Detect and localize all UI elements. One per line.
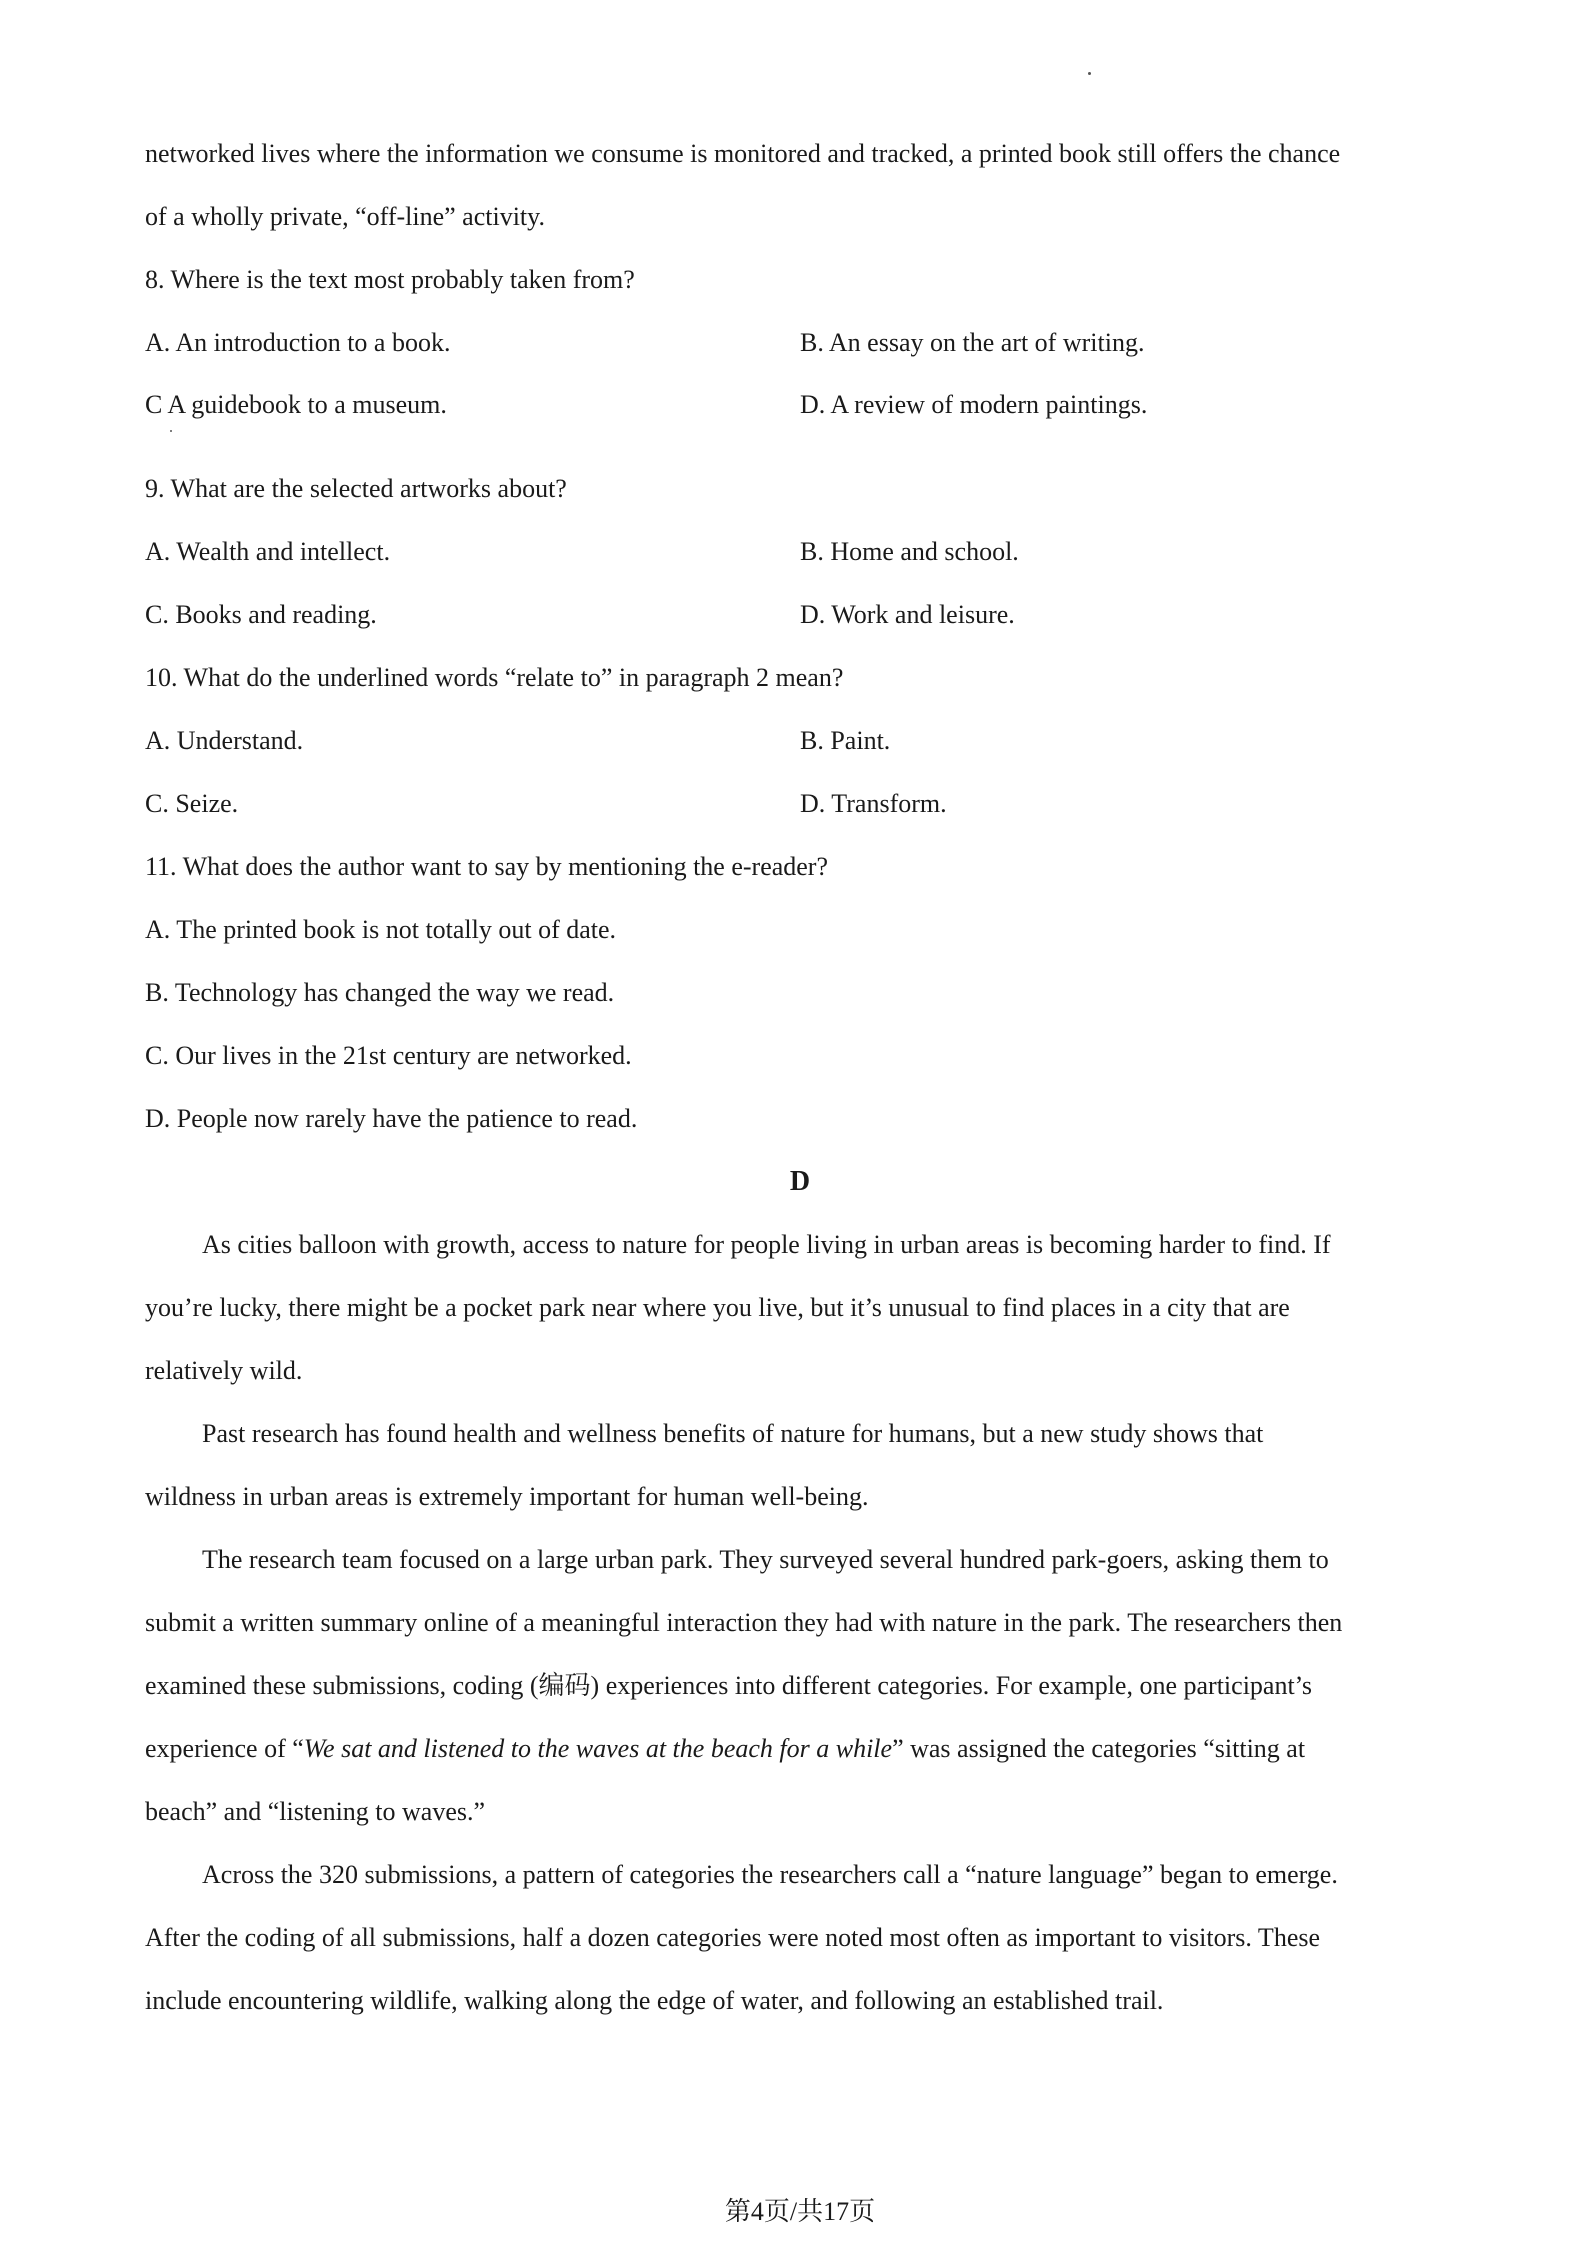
question-11-option-d: D. People now rarely have the patience to read. xyxy=(145,1104,638,1133)
passage-line: networked lives where the information we consume is monitored and tracked, a printed book still offers the chance xyxy=(145,139,1341,168)
question-8-option-b: B. An essay on the art of writing. xyxy=(800,328,1145,357)
section-heading: D xyxy=(789,1166,811,1197)
question-8-option-d: D. A review of modern paintings. xyxy=(800,390,1148,419)
question-9-option-b: B. Home and school. xyxy=(800,537,1019,566)
question-10-option-a: A. Understand. xyxy=(145,726,304,755)
question-9-stem: 9. What are the selected artworks about? xyxy=(145,474,567,503)
paragraph-line: include encountering wildlife, walking along the edge of water, and following an established trail. xyxy=(145,1986,1164,2015)
scan-speck xyxy=(1088,72,1091,75)
paragraph-line: Past research has found health and wellness benefits of nature for humans, but a new study shows that xyxy=(202,1419,1264,1448)
paragraph-line: Across the 320 submissions, a pattern of categories the researchers call a “nature language” began to emerge. xyxy=(202,1860,1338,1889)
question-11-option-c: C. Our lives in the 21st century are networked. xyxy=(145,1041,632,1070)
question-9-option-a: A. Wealth and intellect. xyxy=(145,537,391,566)
question-9-option-d: D. Work and leisure. xyxy=(800,600,1015,629)
paragraph-line: After the coding of all submissions, half a dozen categories were noted most often as important to visitors. These xyxy=(145,1923,1321,1952)
quote-suffix: ” was assigned the categories “sitting at xyxy=(892,1734,1306,1763)
paragraph-line: examined these submissions, coding (编码) experiences into different categories. For example, one participant’s xyxy=(145,1671,1313,1700)
question-8-option-a: A. An introduction to a book. xyxy=(145,328,451,357)
scan-speck xyxy=(170,430,172,432)
paragraph-line: beach” and “listening to waves.” xyxy=(145,1797,486,1826)
question-11-stem: 11. What does the author want to say by mentioning the e-reader? xyxy=(145,852,829,881)
question-11-option-a: A. The printed book is not totally out of date. xyxy=(145,915,617,944)
question-9-option-c: C. Books and reading. xyxy=(145,600,377,629)
quote-prefix: experience of “ xyxy=(145,1734,304,1763)
paragraph-line: relatively wild. xyxy=(145,1356,303,1385)
question-8-stem: 8. Where is the text most probably taken from? xyxy=(145,265,635,294)
question-10-stem: 10. What do the underlined words “relate to” in paragraph 2 mean? xyxy=(145,663,844,692)
paragraph-line-with-quote xyxy=(145,1733,1305,1765)
question-10-option-c: C. Seize. xyxy=(145,789,239,818)
question-10-option-b: B. Paint. xyxy=(800,726,891,755)
paragraph-line: The research team focused on a large urban park. They surveyed several hundred park-goers, asking them to xyxy=(202,1545,1329,1574)
question-10-option-d: D. Transform. xyxy=(800,789,947,818)
paragraph-line: you’re lucky, there might be a pocket park near where you live, but it’s unusual to find places in a city that are xyxy=(145,1293,1290,1322)
question-11-option-b: B. Technology has changed the way we read. xyxy=(145,978,615,1007)
paragraph-line: submit a written summary online of a meaningful interaction they had with nature in the park. The researchers then xyxy=(145,1608,1343,1637)
passage-line: of a wholly private, “off-line” activity. xyxy=(145,202,545,231)
page-number: 第4页/共17页 xyxy=(724,2197,876,2226)
question-8-option-c: C A guidebook to a museum. xyxy=(145,390,447,419)
paragraph-line: As cities balloon with growth, access to nature for people living in urban areas is becoming harder to find. If xyxy=(202,1230,1331,1259)
paragraph-line: wildness in urban areas is extremely important for human well-being. xyxy=(145,1482,869,1511)
italic-quote: We sat and listened to the waves at the beach for a while xyxy=(303,1734,893,1763)
